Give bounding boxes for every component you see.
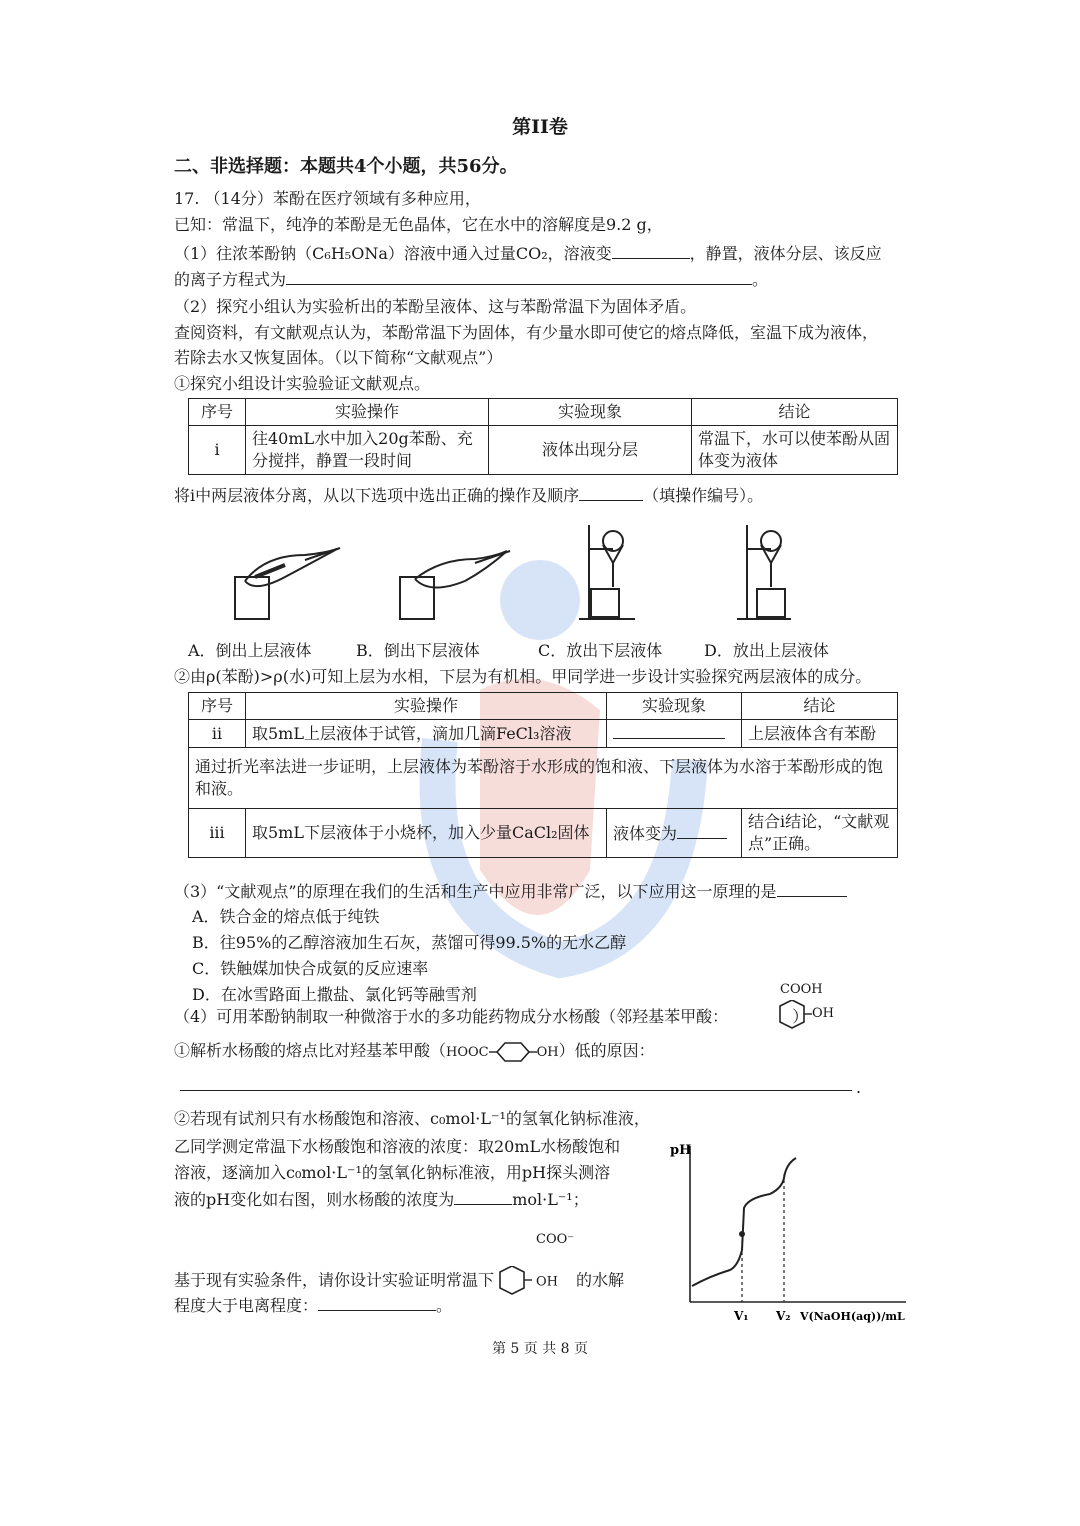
option-d: D．放出上层液体 xyxy=(704,641,829,660)
q17-part2d: ①探究小组设计实验验证文献观点。 xyxy=(174,374,431,393)
oh-label-1: OH xyxy=(812,1006,834,1021)
v1-point xyxy=(739,1231,745,1237)
part4c2-text-end: 。 xyxy=(436,1296,453,1315)
t2-header-phen: 实验现象 xyxy=(607,693,742,720)
q17-known: 已知：常温下，纯净的苯酚是无色晶体，它在水中的溶解度是9.2 g， xyxy=(174,215,663,234)
q17-part1 xyxy=(174,242,882,265)
p3-option-d: D．在冰雪路面上撒盐、氯化钙等融雪剂 xyxy=(192,985,477,1004)
q17-part4b-3: 溶液，逐滴加入c₀mol·L⁻¹的氢氧化钠标准液，用pH探头测溶 xyxy=(174,1163,611,1182)
ph-curve xyxy=(692,1158,796,1286)
t1-row-phen: 液体出现分层 xyxy=(489,426,692,475)
option-c: C．放出下层液体 xyxy=(538,641,663,660)
q17-part4c-1 xyxy=(174,1266,624,1296)
answer-blank-order[interactable] xyxy=(579,484,643,501)
q17-part1-eq xyxy=(174,268,768,291)
answer-line-reason[interactable] xyxy=(180,1090,852,1091)
oh-label-3: OH xyxy=(536,1274,559,1290)
part4c2-text: 程度大于电离程度： xyxy=(174,1296,319,1315)
t1-row-no: i xyxy=(189,426,246,475)
t1-header-no: 序号 xyxy=(189,399,246,426)
apparatus-d-icon xyxy=(737,525,791,619)
oh-label-2: OH xyxy=(536,1045,559,1060)
q17-intro: 17. （14分）苯酚在医疗领域有多种应用， xyxy=(174,189,481,208)
p3-option-c: C．铁触媒加快合成氨的反应速率 xyxy=(192,959,429,978)
q17-part4b-4 xyxy=(174,1188,589,1211)
y-axis-label: pH xyxy=(670,1143,692,1158)
q17-part4 xyxy=(174,1006,808,1028)
q17-part2e: ②由ρ(苯酚)>ρ(水)可知上层为水相，下层为有机相。甲同学进一步设计实验探究两层液体的成分。 xyxy=(174,667,872,686)
t2-row-ii-phen[interactable] xyxy=(607,720,742,748)
q17-part4b-1: ②若现有试剂只有水杨酸饱和溶液、c₀mol·L⁻¹的氢氧化钠标准液， xyxy=(174,1109,650,1128)
q17-part2b: 查阅资料，有文献观点认为，苯酚常温下为固体，有少量水即可使它的熔点降低，室温下成为液体， xyxy=(174,323,879,342)
answer-blank-concentration[interactable] xyxy=(454,1188,512,1205)
t2-row-ii-concl: 上层液体含有苯酚 xyxy=(742,720,898,748)
section-heading: 二、非选择题：本题共4个小题，共56分。 xyxy=(174,156,518,177)
hooc-label: HOOC xyxy=(446,1045,489,1060)
part4b4-text: 液的pH变化如右图，则水杨酸的浓度为 xyxy=(174,1190,455,1209)
cooh-label: COOH xyxy=(780,982,823,997)
separation-question xyxy=(174,484,763,507)
t1-row-concl: 常温下，水可以使苯酚从固体变为液体 xyxy=(692,426,898,475)
t2-header-op: 实验操作 xyxy=(246,693,607,720)
x-axis-label: V(NaOH(aq))/mL xyxy=(800,1310,905,1323)
sep-text-b: （填操作编号）。 xyxy=(643,486,764,505)
apparatus-b-icon xyxy=(400,551,510,619)
salicylate-icon xyxy=(494,1266,536,1296)
t1-header-op: 实验操作 xyxy=(246,399,489,426)
part4c1-text-end: 的水解 xyxy=(576,1270,625,1290)
part4c1-text: 基于现有实验条件，请你设计实验证明常温下 xyxy=(174,1270,495,1290)
p3-option-a: A．铁合金的熔点低于纯铁 xyxy=(192,907,380,926)
part4a-text-end: ）低的原因： xyxy=(558,1041,655,1060)
experiment-table-2 xyxy=(188,692,898,858)
apparatus-a-icon xyxy=(235,548,340,619)
part4a-text: ①解析水杨酸的熔点比对羟基苯甲酸（ xyxy=(174,1041,447,1060)
t2-row-ii-no: ii xyxy=(189,720,246,748)
q17-part2: （2）探究小组认为实验析出的苯酚呈液体、这与苯酚常温下为固体矛盾。 xyxy=(174,297,697,316)
part3-text: （3）“文献观点”的原理在我们的生活和生产中应用非常广泛，以下应用这一原理的是 xyxy=(174,882,777,901)
q17-part2c: 若除去水又恢复固体。（以下简称“文献观点”） xyxy=(174,348,503,367)
part1-text-c: 的离子方程式为 xyxy=(174,270,287,289)
part1-text-b: ，静置，液体分层、该反应 xyxy=(689,244,882,263)
x-tick-v1: V₁ xyxy=(734,1309,749,1323)
part4b4-unit: mol·L⁻¹； xyxy=(512,1190,589,1209)
q17-part4c-2 xyxy=(174,1294,452,1317)
part4-text-end: ） xyxy=(792,1007,809,1026)
answer-blank-design[interactable] xyxy=(318,1294,436,1311)
volume-title: 第II卷 xyxy=(512,116,568,138)
t2-row-iii-op: 取5mL下层液体于小烧杯，加入少量CaCl₂固体 xyxy=(246,809,607,858)
option-b: B．倒出下层液体 xyxy=(356,641,480,660)
t2-row-ii-op: 取5mL上层液体于试管，滴加几滴FeCl₃溶液 xyxy=(246,720,607,748)
answer-blank-equation[interactable] xyxy=(286,268,752,285)
page-footer: 第 5 页 共 8 页 xyxy=(491,1341,589,1357)
apparatus-c-icon xyxy=(579,525,635,619)
t2-row-iii-phen xyxy=(607,809,742,858)
p3-option-b: B．往95%的乙醇溶液加生石灰，蒸馏可得99.5%的无水乙醇 xyxy=(192,933,627,952)
option-a: A．倒出上层液体 xyxy=(188,641,312,660)
t2-row-iii-no: iii xyxy=(189,809,246,858)
para-hydroxybenzoic-ring-icon xyxy=(489,1041,537,1063)
t1-row-op: 往40mL水中加入20g苯酚、充分搅拌，静置一段时间 xyxy=(246,426,489,475)
t1-header-concl: 结论 xyxy=(692,399,898,426)
q17-part4b-2: 乙同学测定常温下水杨酸饱和溶液的浓度：取20mL水杨酸饱和 xyxy=(174,1137,621,1156)
t2-row-iii-phen-text: 液体变为 xyxy=(613,823,678,843)
experiment-table-1 xyxy=(188,398,898,475)
x-tick-v2: V₂ xyxy=(776,1309,791,1323)
t1-header-phen: 实验现象 xyxy=(489,399,692,426)
part1-text-d: 。 xyxy=(752,270,769,289)
answer-blank-color[interactable] xyxy=(612,242,690,259)
part1-text-a: （1）往浓苯酚钠（C₆H₅ONa）溶液中通入过量CO₂，溶液变 xyxy=(174,244,612,263)
ph-titration-chart xyxy=(670,1138,910,1328)
coo-label: COO⁻ xyxy=(536,1232,575,1247)
q17-part3 xyxy=(174,880,847,903)
t2-header-no: 序号 xyxy=(189,693,246,720)
answer-blank-phenomenon[interactable] xyxy=(613,722,725,739)
answer-line-dot: . xyxy=(856,1078,862,1097)
answer-blank-application[interactable] xyxy=(777,880,847,897)
answer-blank-change[interactable] xyxy=(677,822,727,839)
apparatus-drawings xyxy=(225,515,905,630)
sep-text-a: 将i中两层液体分离，从以下选项中选出正确的操作及顺序 xyxy=(174,486,580,505)
t2-note: 通过折光率法进一步证明，上层液体为苯酚溶于水形成的饱和液、下层液体为水溶于苯酚形成的饱和液。 xyxy=(189,748,898,809)
t2-header-concl: 结论 xyxy=(742,693,898,720)
q17-part4a xyxy=(174,1040,655,1064)
t2-row-iii-concl: 结合i结论，“文献观点”正确。 xyxy=(742,809,898,858)
part4-text: （4）可用苯酚钠制取一种微溶于水的多功能药物成分水杨酸（邻羟基苯甲酸： xyxy=(174,1007,729,1026)
